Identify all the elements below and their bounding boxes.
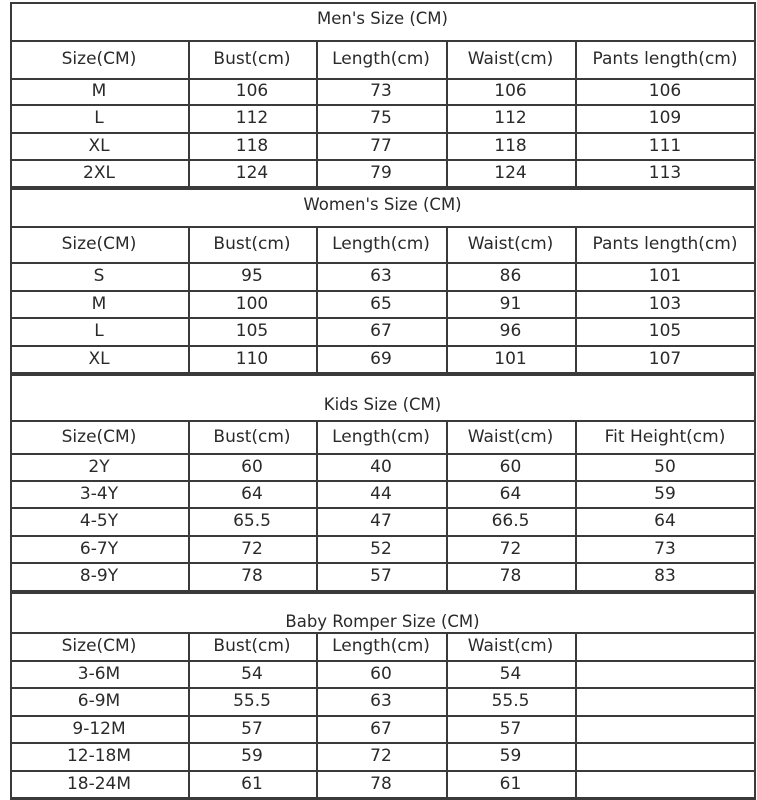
table-cell: 105: [235, 321, 269, 341]
column-header: Bust(cm): [213, 49, 291, 69]
table-cell: 65.5: [233, 511, 271, 531]
column-header: Size(CM): [61, 426, 137, 447]
table-cell: 118: [494, 135, 527, 156]
section-title: Baby Romper Size (CM): [285, 611, 480, 631]
table-cell: 9-12M: [72, 718, 126, 739]
table-cell: [575, 660, 755, 687]
table-cell: 44: [370, 483, 392, 504]
column-header: Fit Height(cm): [604, 426, 726, 447]
column-header: Waist(cm): [467, 49, 554, 69]
table-cell: 112: [494, 108, 527, 128]
table-cell: 86: [499, 266, 522, 286]
column-header: Size(CM): [61, 234, 137, 254]
table-cell: 124: [494, 162, 527, 183]
table-cell: 61: [241, 773, 263, 794]
table-cell: 72: [370, 746, 392, 766]
table-cell: 6-9M: [77, 691, 121, 711]
section-divider: [10, 592, 755, 594]
table-cell: 95: [241, 266, 263, 286]
column-header: Waist(cm): [467, 234, 554, 254]
column-header: Bust(cm): [213, 636, 291, 656]
table-cell: 47: [370, 511, 392, 531]
table-cell: L: [94, 108, 104, 128]
table-cell: 64: [241, 483, 263, 504]
table-cell: 60: [370, 663, 392, 684]
table-cell: XL: [88, 348, 110, 369]
table-cell: 66.5: [491, 511, 530, 531]
table-cell: 55.5: [491, 691, 530, 711]
table-cell: 63: [370, 266, 392, 286]
table-cell: 111: [648, 135, 682, 156]
table-cell: 112: [235, 108, 269, 128]
table-cell: 109: [648, 108, 682, 128]
table-cell: 3-4Y: [79, 483, 119, 504]
table-cell: 105: [648, 321, 682, 341]
table-cell: 64: [499, 483, 522, 504]
table-cell: 8-9Y: [79, 566, 119, 586]
table-cell: 113: [648, 162, 682, 183]
column-header: Bust(cm): [213, 426, 291, 447]
table-cell: 2Y: [88, 456, 110, 477]
table-cell: 60: [241, 456, 263, 477]
table-cell: [575, 715, 755, 742]
column-header: Bust(cm): [213, 234, 291, 254]
table-cell: M: [91, 293, 107, 314]
column-header: Length(cm): [332, 49, 430, 69]
table-cell: 52: [370, 538, 392, 559]
table-cell: 101: [494, 348, 527, 369]
table-cell: 59: [241, 746, 263, 766]
table-cell: 57: [241, 718, 263, 739]
row-divider: [10, 797, 755, 799]
table-cell: 106: [494, 81, 527, 101]
table-cell: 12-18M: [66, 746, 132, 766]
table-cell: 91: [499, 293, 522, 314]
section-divider: [10, 374, 755, 376]
table-cell: 54: [499, 663, 522, 684]
column-header: Pants length(cm): [592, 49, 738, 69]
column-header: [575, 632, 755, 660]
table-cell: 40: [370, 456, 392, 477]
table-cell: 67: [370, 718, 392, 739]
table-cell: 72: [241, 538, 263, 559]
table-cell: 101: [648, 266, 682, 286]
table-cell: 6-7Y: [79, 538, 119, 559]
table-cell: 18-24M: [66, 773, 132, 794]
table-cell: 63: [370, 691, 392, 711]
table-cell: 106: [648, 81, 682, 101]
table-cell: 67: [370, 321, 392, 341]
table-cell: 73: [654, 538, 676, 559]
table-cell: 57: [370, 566, 392, 586]
table-cell: 57: [499, 718, 522, 739]
column-header: Waist(cm): [467, 636, 554, 656]
table-cell: [575, 770, 755, 797]
table-cell: 110: [235, 348, 269, 369]
section-title: Kids Size (CM): [323, 394, 442, 414]
section-divider: [10, 188, 755, 190]
table-cell: [575, 687, 755, 715]
table-cell: 79: [370, 162, 392, 183]
table-cell: 118: [235, 135, 269, 156]
column-header: Size(CM): [61, 636, 137, 656]
table-cell: 50: [654, 456, 676, 477]
table-cell: 69: [370, 348, 392, 369]
table-cell: 78: [370, 773, 392, 794]
section-divider: [10, 2, 755, 4]
table-cell: 3-6M: [77, 663, 121, 684]
table-cell: 83: [654, 566, 676, 586]
table-cell: 77: [370, 135, 392, 156]
table-cell: 78: [499, 566, 522, 586]
table-cell: S: [93, 266, 105, 286]
column-header: Waist(cm): [467, 426, 554, 447]
table-cell: 4-5Y: [79, 511, 119, 531]
table-cell: 96: [499, 321, 522, 341]
column-header: Size(CM): [61, 49, 137, 69]
section-title: Women's Size (CM): [303, 194, 462, 214]
section-title: Men's Size (CM): [317, 8, 448, 28]
table-cell: 59: [499, 746, 522, 766]
column-header: Length(cm): [332, 426, 430, 447]
table-cell: M: [91, 81, 107, 101]
table-cell: 54: [241, 663, 263, 684]
table-cell: 124: [235, 162, 269, 183]
table-cell: 106: [235, 81, 269, 101]
table-cell: 75: [370, 108, 392, 128]
table-cell: 2XL: [83, 162, 115, 183]
table-cell: 72: [499, 538, 522, 559]
column-header: Length(cm): [332, 234, 430, 254]
table-cell: L: [94, 321, 104, 341]
table-cell: 78: [241, 566, 263, 586]
table-cell: 100: [235, 293, 269, 314]
table-cell: 60: [499, 456, 522, 477]
table-cell: 107: [648, 348, 682, 369]
table-cell: 64: [654, 511, 676, 531]
table-cell: 73: [370, 81, 392, 101]
table-cell: 59: [654, 483, 676, 504]
table-cell: 65: [370, 293, 392, 314]
table-cell: [575, 742, 755, 770]
column-header: Pants length(cm): [592, 234, 738, 254]
table-cell: 61: [499, 773, 522, 794]
table-cell: 103: [648, 293, 682, 314]
table-cell: XL: [88, 135, 110, 156]
column-header: Length(cm): [332, 636, 430, 656]
table-cell: 55.5: [233, 691, 271, 711]
